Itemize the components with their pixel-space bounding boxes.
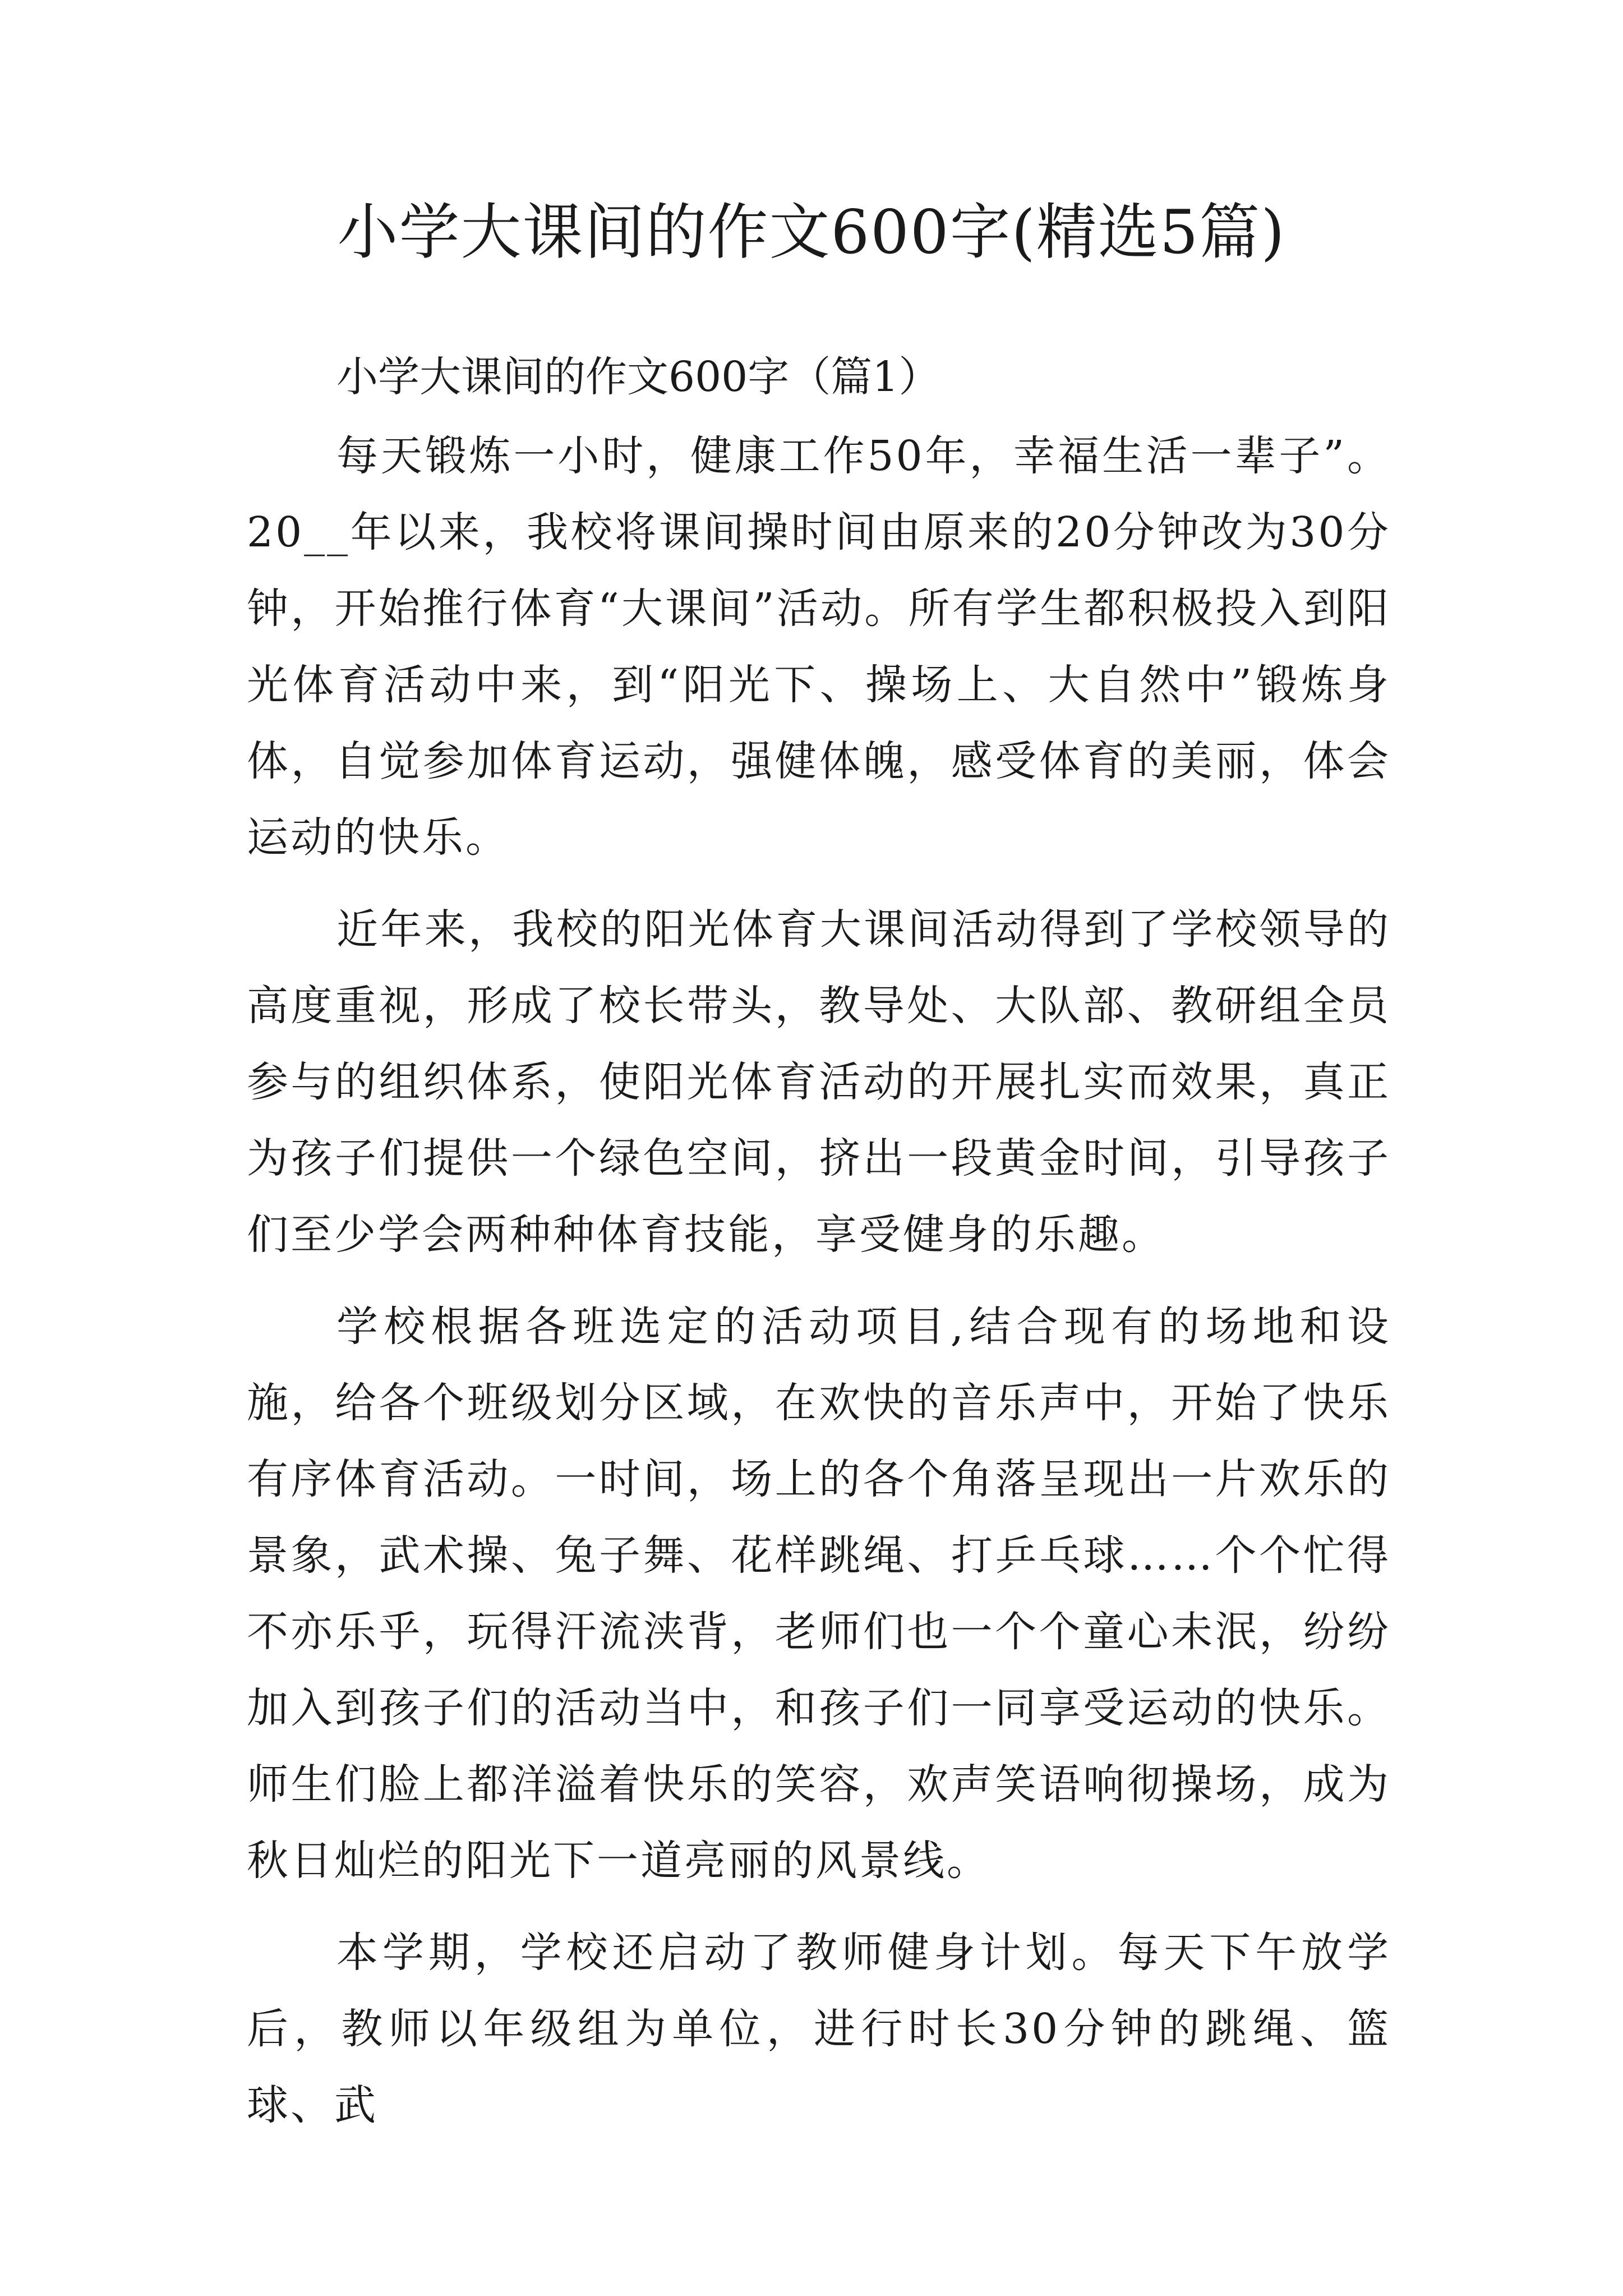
section-heading: 小学大课间的作文600字（篇1） [336, 353, 940, 401]
paragraph-1: 每天锻炼一小时，健康工作50年，幸福生活一辈子”。20__年以来，我校将课间操时间由原来的20分钟改为30分钟，开始推行体育“大课间”活动。所有学生都积极投入到阳光体育活动中来，到“阳光下、操场上、大自然中”锻炼身体，自觉参加体育运动，强健体魄，感受体育的美丽，体会运动的快乐。 [247, 432, 1391, 862]
document-body [247, 337, 1391, 2143]
paragraph-3: 学校根据各班选定的活动项目,结合现有的场地和设施，给各个班级划分区域，在欢快的音乐声中，开始了快乐有序体育活动。一时间，场上的各个角落呈现出一片欢乐的景象，武术操、兔子舞、花样跳绳、打乒乓球……个个忙得不亦乐乎，玩得汗流浃背，老师们也一个个童心未泯，纷纷加入到孩子们的活动当中，和孩子们一同享受运动的快乐。师生们脸上都洋溢着快乐的笑容，欢声笑语响彻操场，成为秋日灿烂的阳光下一道亮丽的风景线。 [247, 1303, 1391, 1885]
paragraph-2: 近年来，我校的阳光体育大课间活动得到了学校领导的高度重视，形成了校长带头，教导处、大队部、教研组全员参与的组织体系，使阳光体育活动的开展扎实而效果，真正为孩子们提供一个绿色空间，挤出一段黄金时间，引导孩子们至少学会两种种体育技能，享受健身的乐趣。 [247, 905, 1391, 1259]
paragraph-4: 本学期，学校还启动了教师健身计划。每天下午放学后，教师以年级组为单位，进行时长30分钟的跳绳、篮球、武 [247, 1929, 1391, 2129]
document-title: 小学大课间的作文600字(精选5篇) [337, 197, 1286, 268]
